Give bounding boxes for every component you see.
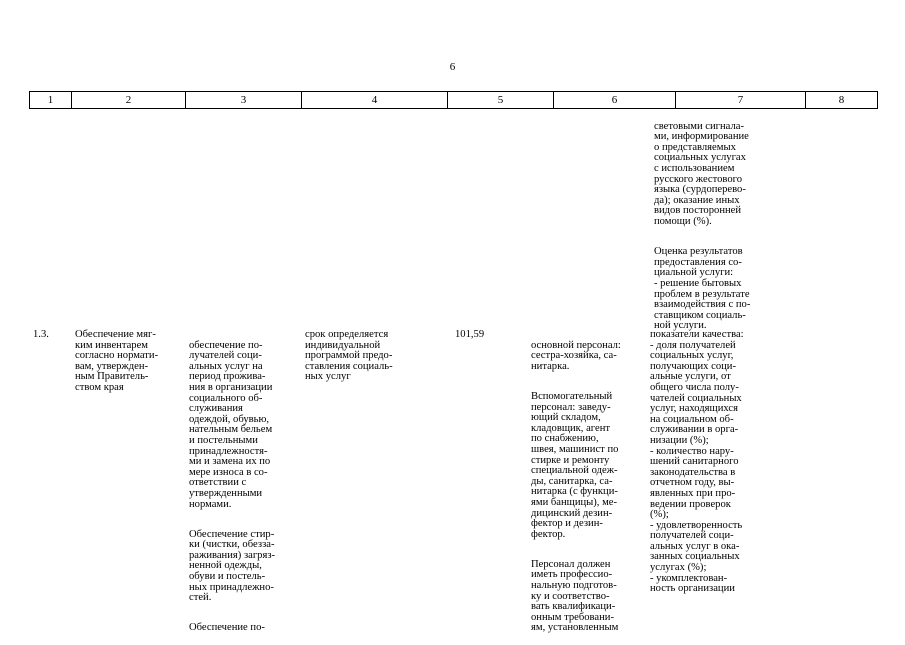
- document-table: [29, 91, 878, 109]
- column-number-header: 1: [30, 92, 72, 109]
- tariff-cell: 101,59: [455, 329, 485, 340]
- paragraph: Оценка результатов предоставления со- циальной услуги: - решение бытовых проблем в результате взаимодействия с по- ставщиком социаль- ной услуги.: [654, 246, 751, 332]
- page-number: 6: [449, 61, 456, 73]
- column-number-header: 6: [554, 92, 676, 109]
- column-number-header: 7: [676, 92, 806, 109]
- column-number-header: 4: [302, 92, 448, 109]
- column-number-header: 8: [806, 92, 878, 109]
- paragraph: Обеспечение стир- ки (чистки, обезза- раживания) загряз- ненной одежды, обуви и постель- ных принадлежно- стей.: [189, 528, 276, 604]
- continued-quality-cell: [654, 111, 780, 342]
- service-term-cell: срок определяется индивидуальной программой предо- ставления социаль- ных услуг: [305, 329, 393, 383]
- paragraph: Вспомогательный персонал: заведу- ющий складом, кладовщик, агент по снабжению, швея, машинист по стирке и ремонту специальной одеж- ды, санитарка, са- нитарка (с функци- ями банщицы), ме- дицинский дезин- фектор и дезин- фектор.: [531, 390, 619, 540]
- column-number-header: 2: [72, 92, 186, 109]
- paragraph: обеспечение по- лучателей соци- альных услуг на период прожива- ния в организации социального об- служивания одеждой, обувью, нательным бельем и постельными принадлежностя- ми и замена их по мере износа в со- ответствии с утвержденными нормами.: [189, 339, 273, 510]
- quality-indicators-cell: показатели качества: - доля получателей социальных услуг, получающих соци- альные услуги, от общего числа полу- чателей социальных услуг, находящихся на социальном об- служивании в орга- низации (%); - количество нару- шений санитарного законодательства в отчетном году, вы- явленных при про- ведении проверок (%); - удовлетворенность получателей соци- альных услуг в ока- занных социальных услугах (%); - укомплектован- ность организации: [650, 329, 744, 595]
- column-number-header: 5: [448, 92, 554, 109]
- column-number-header: 3: [186, 92, 302, 109]
- staff-cell: [531, 330, 649, 645]
- paragraph: основной персонал: сестра-хозяйка, са- нитарка.: [531, 339, 621, 372]
- paragraph: световыми сигнала- ми, информирование о представляемых социальных услугах с использованием русского жестового языка (сурдоперево- да); оказание иных видов посторонней помощи (%).: [654, 120, 749, 227]
- paragraph: Обеспечение по-: [189, 622, 265, 634]
- column-number-header-row: [30, 92, 878, 109]
- service-name-cell: Обеспечение мяг- ким инвентарем согласно нормати- вам, утвержден- ным Правитель- ством края: [75, 329, 159, 393]
- row-number: 1.3.: [33, 329, 49, 340]
- paragraph: Персонал должен иметь профессио- нальную подготов- ку и соответство- вать квалификаци- онным требовани- ям, установленным: [531, 558, 619, 634]
- service-description-cell: [189, 330, 299, 645]
